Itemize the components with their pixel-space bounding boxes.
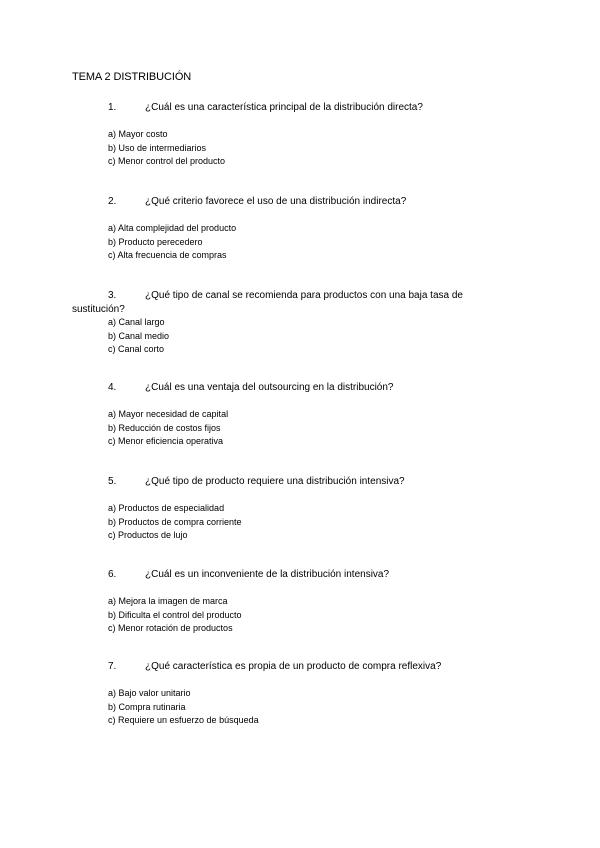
options-list: [108, 222, 236, 263]
option-item: a) Alta complejidad del producto: [108, 223, 237, 233]
option-item: c) Menor rotación de productos: [108, 623, 233, 633]
option-item: b) Producto perecedero: [108, 236, 203, 247]
question-block: [0, 382, 600, 446]
option-item: c) Menor control del producto: [108, 156, 226, 166]
options-list: [108, 595, 242, 636]
options-list: [108, 687, 259, 728]
option-item: b) Canal medio: [108, 330, 170, 341]
question-text: ¿Cuál es una característica principal de la distribución directa?: [145, 102, 423, 113]
question-number: 2.: [108, 196, 117, 207]
document-title: TEMA 2 DISTRIBUCIÓN: [72, 71, 192, 83]
question-number: 4.: [108, 382, 117, 393]
option-item: c) Productos de lujo: [108, 530, 188, 540]
option-item: a) Bajo valor unitario: [108, 688, 191, 698]
question-text: ¿Qué característica es propia de un producto de compra reflexiva?: [145, 661, 442, 672]
option-item: a) Mayor costo: [108, 129, 168, 139]
question-number: 5.: [108, 476, 117, 487]
option-item: c) Menor eficiencia operativa: [108, 436, 224, 446]
question-number: 7.: [108, 661, 117, 672]
option-item: c) Requiere un esfuerzo de búsqueda: [108, 715, 259, 725]
options-list: [108, 408, 228, 449]
option-item: c) Canal corto: [108, 344, 165, 354]
question-block: [0, 569, 600, 633]
option-item: b) Reducción de costos fijos: [108, 422, 221, 433]
question-text: ¿Cuál es un inconveniente de la distribución intensiva?: [145, 569, 390, 580]
option-item: b) Productos de compra corriente: [108, 516, 242, 527]
question-text-continuation: sustitución?: [72, 304, 125, 315]
option-item: a) Productos de especialidad: [108, 503, 225, 513]
options-list: [108, 128, 225, 169]
option-item: a) Mayor necesidad de capital: [108, 409, 229, 419]
options-list: [108, 316, 169, 357]
question-block: [0, 290, 600, 354]
question-text: ¿Qué criterio favorece el uso de una distribución indirecta?: [145, 196, 407, 207]
option-item: a) Canal largo: [108, 317, 165, 327]
option-item: c) Alta frecuencia de compras: [108, 250, 227, 260]
question-number: 1.: [108, 102, 117, 113]
question-number: 3.: [108, 290, 117, 301]
question-block: [0, 661, 600, 725]
options-list: [108, 502, 242, 543]
question-text: ¿Qué tipo de canal se recomienda para productos con una baja tasa de: [145, 290, 463, 301]
question-block: [0, 196, 600, 260]
question-block: [0, 102, 600, 166]
question-text: ¿Cuál es una ventaja del outsourcing en la distribución?: [145, 382, 394, 393]
question-block: [0, 476, 600, 540]
option-item: b) Dificulta el control del producto: [108, 609, 242, 620]
option-item: b) Compra rutinaria: [108, 701, 186, 712]
option-item: b) Uso de intermediarios: [108, 142, 207, 153]
option-item: a) Mejora la imagen de marca: [108, 596, 228, 606]
question-number: 6.: [108, 569, 117, 580]
question-text: ¿Qué tipo de producto requiere una distribución intensiva?: [145, 476, 405, 487]
